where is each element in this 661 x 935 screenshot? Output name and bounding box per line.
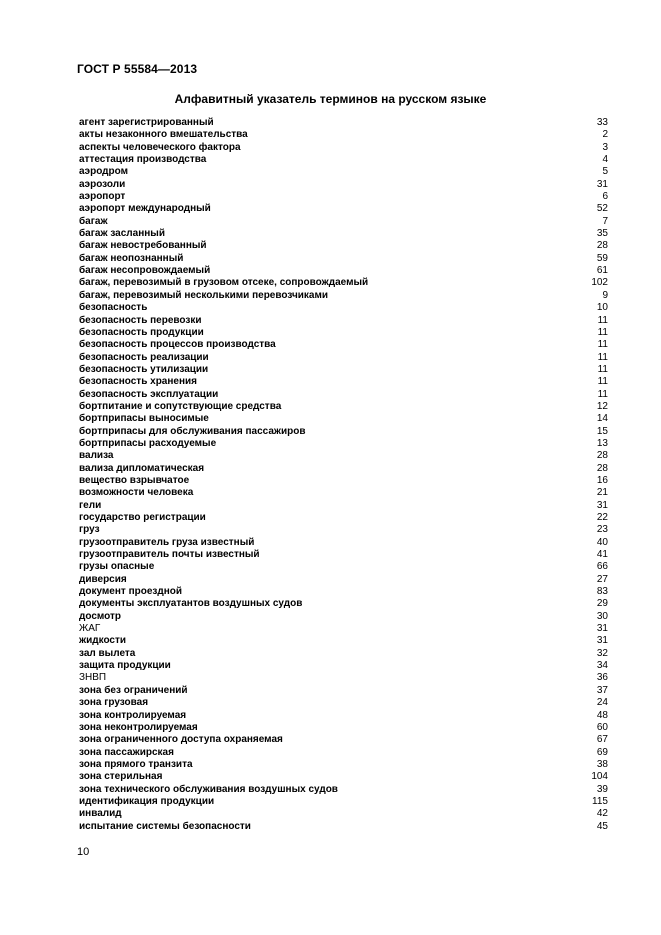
- index-term: грузоотправитель груза известный: [79, 536, 255, 548]
- index-page-ref: 35: [596, 228, 608, 240]
- index-page-ref: 52: [596, 203, 608, 215]
- index-entry: [79, 722, 608, 734]
- index-term: документы эксплуатантов воздушных судов: [79, 598, 303, 610]
- index-term: зона технического обслуживания воздушных судов: [79, 783, 338, 795]
- index-page-ref: 22: [596, 512, 608, 523]
- index-term: государство регистрации: [79, 512, 206, 523]
- index-term: бортприпасы расходуемые: [79, 437, 217, 449]
- index-page-ref: 5: [602, 166, 608, 178]
- index-entry: [79, 635, 608, 647]
- index-page-ref: 32: [596, 647, 608, 659]
- index-entry: [79, 734, 608, 746]
- index-term: инвалид: [79, 808, 122, 820]
- index-term: аэрозоли: [79, 178, 126, 190]
- index-page-ref: 83: [596, 586, 608, 598]
- index-term: бортпитание и сопутствующие средства: [79, 400, 282, 412]
- index-page-ref: 11: [597, 326, 608, 338]
- index-term: багаж: [79, 215, 108, 227]
- index-entry: [79, 142, 608, 154]
- index-entry: [79, 117, 608, 129]
- index-entry: [79, 771, 608, 783]
- index-page-ref: 7: [602, 215, 608, 227]
- index-term: багаж, перевозимый несколькими перевозчиками: [79, 289, 329, 301]
- index-page-ref: 16: [596, 474, 608, 486]
- index-entry: [79, 611, 608, 623]
- index-entry: [79, 228, 608, 240]
- index-term: идентификация продукции: [79, 795, 215, 807]
- index-entry: [79, 179, 608, 191]
- index-term: зона прямого транзита: [79, 758, 193, 770]
- index-page-ref: 9: [602, 289, 608, 301]
- index-entry: [79, 450, 608, 462]
- index-entry: [79, 364, 608, 376]
- index-entry: [79, 166, 608, 178]
- index-term: зал вылета: [79, 647, 136, 659]
- index-term: вализа дипломатическая: [79, 462, 205, 474]
- index-term: безопасность эксплуатации: [79, 388, 219, 400]
- index-page-ref: 104: [591, 771, 608, 783]
- index-page-ref: 30: [596, 610, 608, 622]
- index-term: безопасность перевозки: [79, 314, 202, 326]
- index-entry: [79, 339, 608, 351]
- index-entry: [79, 598, 608, 610]
- index-term: аэропорт международный: [79, 203, 211, 215]
- index-page-ref: 4: [602, 154, 608, 166]
- index-entry: [79, 216, 608, 228]
- index-page-ref: 37: [596, 684, 608, 696]
- index-entry: [79, 253, 608, 265]
- index-page-ref: 12: [596, 400, 608, 412]
- index-term: зона стерильная: [79, 771, 163, 783]
- index-term: вализа: [79, 450, 114, 462]
- index-entry: [79, 191, 608, 203]
- index-page-ref: 59: [596, 252, 608, 264]
- index-page-ref: 24: [596, 697, 608, 709]
- index-term: грузы опасные: [79, 561, 155, 573]
- index-page-ref: 31: [596, 623, 608, 635]
- index-term: бортприпасы для обслуживания пассажиров: [79, 425, 306, 437]
- index-entry: [79, 463, 608, 475]
- index-page-ref: 115: [592, 795, 608, 807]
- index-term: груз: [79, 524, 100, 536]
- index-page-ref: 66: [596, 561, 608, 573]
- term-index-list: [79, 117, 608, 833]
- index-page-ref: 60: [596, 721, 608, 733]
- index-term: аэродром: [79, 166, 128, 178]
- index-term: безопасность продукции: [79, 326, 204, 338]
- index-term: зона контролируемая: [79, 709, 187, 721]
- index-page-ref: 11: [597, 363, 608, 375]
- index-page-ref: 31: [596, 499, 608, 511]
- index-entry: [79, 549, 608, 561]
- index-entry: [79, 784, 608, 796]
- index-page-ref: 38: [596, 758, 608, 770]
- index-entry: [79, 203, 608, 215]
- index-entry: [79, 413, 608, 425]
- index-entry: [79, 154, 608, 166]
- index-term: возможности человека: [79, 487, 194, 499]
- index-term: безопасность хранения: [79, 376, 197, 388]
- index-page-ref: 11: [597, 339, 608, 351]
- index-entry: [79, 290, 608, 302]
- index-term: досмотр: [79, 610, 122, 622]
- index-entry: [79, 747, 608, 759]
- index-entry: [79, 475, 608, 487]
- index-page-ref: 40: [596, 536, 608, 548]
- index-term: гели: [79, 499, 102, 511]
- index-page-ref: 33: [596, 117, 608, 128]
- index-page-ref: 31: [596, 178, 608, 190]
- index-entry: [79, 672, 608, 684]
- index-page-ref: 28: [596, 462, 608, 474]
- index-page-ref: 13: [596, 437, 608, 449]
- index-term: агент зарегистрированный: [79, 117, 214, 128]
- index-term: ЖАГ: [79, 623, 101, 635]
- index-page-ref: 69: [596, 746, 608, 758]
- index-entry: [79, 660, 608, 672]
- index-page-ref: 34: [596, 660, 608, 672]
- index-entry: [79, 759, 608, 771]
- index-page-ref: 14: [596, 413, 608, 425]
- index-page-ref: 36: [596, 672, 608, 684]
- index-entry: [79, 512, 608, 524]
- index-term: аэропорт: [79, 191, 126, 203]
- index-entry: [79, 302, 608, 314]
- index-page-ref: 39: [596, 783, 608, 795]
- index-term: багаж, перевозимый в грузовом отсеке, сопровождаемый: [79, 277, 369, 289]
- index-entry: [79, 537, 608, 549]
- index-term: защита продукции: [79, 660, 171, 672]
- index-term: вещество взрывчатое: [79, 474, 190, 486]
- document-code: ГОСТ Р 55584—2013: [77, 62, 198, 76]
- index-page-ref: 11: [597, 388, 608, 400]
- index-page-ref: 6: [602, 191, 608, 203]
- index-entry: [79, 129, 608, 141]
- index-page-ref: 28: [596, 240, 608, 252]
- index-page-ref: 45: [596, 820, 608, 832]
- index-entry: [79, 401, 608, 413]
- index-term: безопасность процессов производства: [79, 339, 276, 351]
- index-term: ЗНВП: [79, 672, 107, 684]
- index-page-ref: 27: [596, 573, 608, 585]
- index-entry: [79, 821, 608, 833]
- index-entry: [79, 710, 608, 722]
- index-entry: [79, 376, 608, 388]
- index-term: зона грузовая: [79, 697, 149, 709]
- index-entry: [79, 487, 608, 499]
- index-page-ref: 23: [596, 524, 608, 536]
- index-entry: [79, 561, 608, 573]
- index-term: безопасность: [79, 302, 148, 314]
- index-term: безопасность реализации: [79, 351, 209, 363]
- index-page-ref: 11: [597, 376, 608, 388]
- index-entry: [79, 265, 608, 277]
- index-term: багаж неопознанный: [79, 252, 184, 264]
- index-term: акты незаконного вмешательства: [79, 129, 248, 141]
- index-term: диверсия: [79, 573, 127, 585]
- index-page-ref: 28: [596, 450, 608, 462]
- index-page-ref: 67: [596, 734, 608, 746]
- index-entry: [79, 438, 608, 450]
- index-entry: [79, 352, 608, 364]
- index-term: аттестация производства: [79, 154, 207, 166]
- index-page-ref: 11: [597, 314, 608, 326]
- index-entry: [79, 685, 608, 697]
- index-entry: [79, 808, 608, 820]
- index-entry: [79, 389, 608, 401]
- page-number: 10: [77, 846, 90, 858]
- index-page-ref: 21: [596, 487, 608, 499]
- index-entry: [79, 277, 608, 289]
- index-term: зона ограниченного доступа охраняемая: [79, 734, 283, 746]
- index-page-ref: 3: [602, 141, 608, 153]
- index-term: жидкости: [79, 635, 127, 647]
- index-page-ref: 11: [597, 351, 608, 363]
- index-page-ref: 41: [596, 549, 608, 561]
- index-entry: [79, 648, 608, 660]
- index-page-ref: 48: [596, 709, 608, 721]
- index-term: зона пассажирская: [79, 746, 174, 758]
- index-page-ref: 61: [596, 265, 608, 277]
- index-term: зона без ограничений: [79, 684, 188, 696]
- index-term: грузоотправитель почты известный: [79, 549, 260, 561]
- index-entry: [79, 623, 608, 635]
- index-term: документ проездной: [79, 586, 182, 598]
- index-page-ref: 15: [596, 425, 608, 437]
- index-term: аспекты человеческого фактора: [79, 141, 241, 153]
- index-entry: [79, 240, 608, 252]
- index-entry: [79, 524, 608, 536]
- index-entry: [79, 586, 608, 598]
- index-term: багаж засланный: [79, 228, 165, 240]
- index-entry: [79, 327, 608, 339]
- index-page-ref: 42: [596, 808, 608, 820]
- index-term: безопасность утилизации: [79, 363, 209, 375]
- index-entry: [79, 500, 608, 512]
- index-entry: [79, 697, 608, 709]
- index-page-ref: 31: [596, 635, 608, 647]
- index-term: багаж несопровождаемый: [79, 265, 211, 277]
- index-entry: [79, 426, 608, 438]
- index-page-ref: 10: [596, 302, 608, 314]
- index-entry: [79, 574, 608, 586]
- index-entry: [79, 315, 608, 327]
- index-term: зона неконтролируемая: [79, 721, 198, 733]
- index-page-ref: 2: [602, 129, 608, 141]
- index-term: багаж невостребованный: [79, 240, 207, 252]
- index-title: Алфавитный указатель терминов на русском языке: [174, 92, 487, 106]
- index-term: испытание системы безопасности: [79, 820, 251, 832]
- index-page-ref: 29: [596, 598, 608, 610]
- index-entry: [79, 796, 608, 808]
- index-page-ref: 102: [591, 277, 608, 289]
- index-term: бортприпасы выносимые: [79, 413, 209, 425]
